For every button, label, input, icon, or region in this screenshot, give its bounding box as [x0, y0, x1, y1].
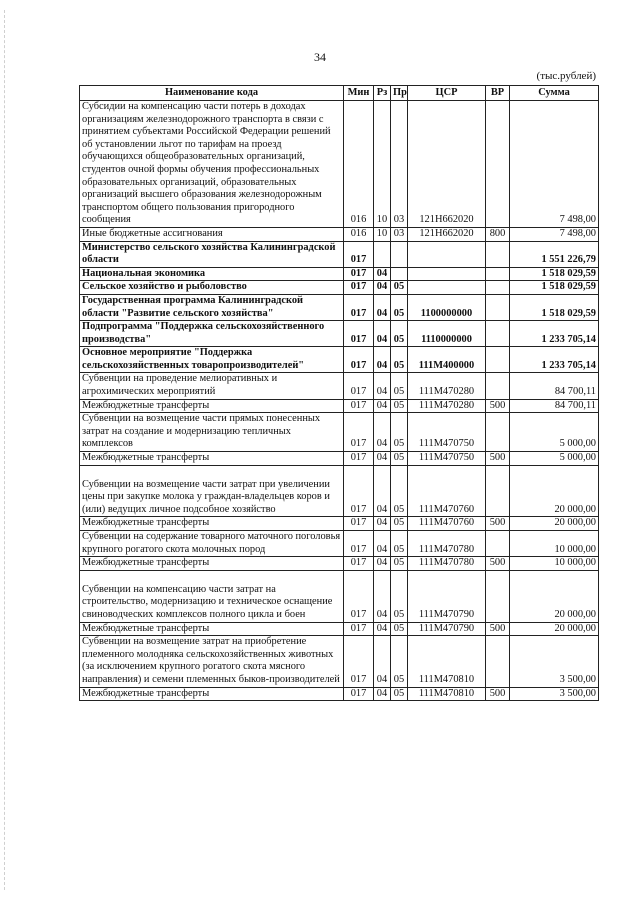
cell-min: 017: [344, 294, 374, 320]
budget-table: [79, 85, 599, 701]
cell-pr: 05: [391, 373, 408, 399]
cell-rz: 04: [374, 517, 391, 531]
cell-csr: 121Н662020: [408, 101, 486, 228]
cell-name: Межбюджетные трансферты: [80, 399, 344, 413]
cell-rz: [374, 241, 391, 267]
cell-min: 017: [344, 622, 374, 636]
cell-min: 016: [344, 101, 374, 228]
cell-name: Субсидии на компенсацию части потерь в доходах организациям железнодорожного транспорта в связи с принятием субъектами Российской Федерации решений об установлении льгот по тарифам на проезд обучающихся общеобразовательных организаций, студентов очной формы обучения профессиональных образовательных организаций, образовательных организаций высшего образования железнодорожным транспортом общего пользования пригородного сообщения: [80, 101, 344, 228]
cell-min: 017: [344, 321, 374, 347]
cell-name: Субвенции на содержание товарного маточного поголовья крупного рогатого скота молочных пород: [80, 531, 344, 557]
cell-name: Субвенции на возмещение части прямых понесенных затрат на создание и модернизацию тепличных комплексов: [80, 413, 344, 452]
table-row: [80, 517, 599, 531]
cell-sum: 20 000,00: [510, 622, 599, 636]
cell-sum: 20 000,00: [510, 517, 599, 531]
cell-sum: 1 233 705,14: [510, 347, 599, 373]
cell-rz: 04: [374, 347, 391, 373]
cell-sum: 10 000,00: [510, 557, 599, 571]
cell-name: Субвенции на возмещение затрат на приобретение племенного молодняка сельскохозяйственных животных (за исключением крупного рогатого скота мясного направления) и семени племенных быков-производителей: [80, 636, 344, 687]
cell-rz: 04: [374, 531, 391, 557]
table-row: [80, 321, 599, 347]
header-vr: ВР: [486, 86, 510, 101]
cell-pr: [391, 241, 408, 267]
cell-vr: [486, 531, 510, 557]
scan-edge: [4, 10, 6, 890]
cell-csr: 121Н662020: [408, 227, 486, 241]
table-row: [80, 294, 599, 320]
cell-sum: 1 233 705,14: [510, 321, 599, 347]
cell-csr: 111М470280: [408, 373, 486, 399]
cell-rz: 04: [374, 281, 391, 295]
cell-name: Субвенции на проведение мелиоративных и агрохимических мероприятий: [80, 373, 344, 399]
cell-sum: 1 518 029,59: [510, 281, 599, 295]
cell-min: 017: [344, 557, 374, 571]
cell-pr: 05: [391, 413, 408, 452]
cell-rz: 04: [374, 321, 391, 347]
table-row: [80, 570, 599, 622]
header-rz: Рз: [374, 86, 391, 101]
cell-vr: [486, 294, 510, 320]
table-row: [80, 227, 599, 241]
cell-sum: 1 551 226,79: [510, 241, 599, 267]
cell-vr: [486, 281, 510, 295]
cell-csr: 111М470790: [408, 570, 486, 622]
cell-rz: 04: [374, 687, 391, 701]
cell-rz: 10: [374, 101, 391, 228]
cell-name: Межбюджетные трансферты: [80, 517, 344, 531]
table-row: [80, 373, 599, 399]
cell-name: Межбюджетные трансферты: [80, 557, 344, 571]
cell-sum: 1 518 029,59: [510, 267, 599, 281]
cell-rz: 04: [374, 399, 391, 413]
cell-pr: [391, 267, 408, 281]
cell-vr: [486, 321, 510, 347]
cell-vr: [486, 267, 510, 281]
cell-pr: 05: [391, 570, 408, 622]
cell-name: Национальная экономика: [80, 267, 344, 281]
cell-sum: 10 000,00: [510, 531, 599, 557]
header-sum: Сумма: [510, 86, 599, 101]
cell-min: 016: [344, 227, 374, 241]
cell-csr: 111М470810: [408, 636, 486, 687]
cell-rz: 04: [374, 452, 391, 466]
table-row: [80, 413, 599, 452]
table-row: [80, 452, 599, 466]
cell-min: 017: [344, 373, 374, 399]
cell-min: 017: [344, 465, 374, 517]
cell-min: 017: [344, 452, 374, 466]
cell-csr: 111М470750: [408, 413, 486, 452]
cell-sum: 1 518 029,59: [510, 294, 599, 320]
cell-min: 017: [344, 687, 374, 701]
cell-sum: 3 500,00: [510, 636, 599, 687]
table-body: [80, 101, 599, 701]
cell-rz: 10: [374, 227, 391, 241]
header-name: Наименование кода: [80, 86, 344, 101]
cell-pr: 05: [391, 687, 408, 701]
cell-rz: 04: [374, 465, 391, 517]
table-row: [80, 465, 599, 517]
cell-csr: 111М470280: [408, 399, 486, 413]
cell-pr: 05: [391, 622, 408, 636]
cell-pr: 05: [391, 636, 408, 687]
cell-sum: 20 000,00: [510, 570, 599, 622]
table-row: [80, 241, 599, 267]
cell-csr: 111М470810: [408, 687, 486, 701]
cell-vr: [486, 636, 510, 687]
table-header-row: [80, 86, 599, 101]
units-label: (тыс.рублей): [536, 70, 596, 82]
cell-sum: 20 000,00: [510, 465, 599, 517]
cell-csr: [408, 241, 486, 267]
table-row: [80, 101, 599, 228]
cell-vr: 800: [486, 227, 510, 241]
cell-min: 017: [344, 570, 374, 622]
cell-name: Межбюджетные трансферты: [80, 452, 344, 466]
cell-csr: 1100000000: [408, 294, 486, 320]
cell-pr: 03: [391, 227, 408, 241]
table-row: [80, 267, 599, 281]
cell-vr: [486, 241, 510, 267]
cell-rz: 04: [374, 570, 391, 622]
cell-csr: 111М400000: [408, 347, 486, 373]
cell-vr: [486, 347, 510, 373]
cell-csr: 111М470750: [408, 452, 486, 466]
header-csr: ЦСР: [408, 86, 486, 101]
cell-name: Основное мероприятие "Поддержка сельскохозяйственных товаропроизводителей": [80, 347, 344, 373]
cell-rz: 04: [374, 267, 391, 281]
cell-name: Межбюджетные трансферты: [80, 622, 344, 636]
cell-pr: 05: [391, 399, 408, 413]
cell-vr: 500: [486, 452, 510, 466]
cell-vr: [486, 413, 510, 452]
cell-rz: 04: [374, 622, 391, 636]
cell-csr: [408, 281, 486, 295]
cell-min: 017: [344, 347, 374, 373]
cell-pr: 05: [391, 557, 408, 571]
page-number: 34: [314, 50, 326, 64]
cell-sum: 5 000,00: [510, 452, 599, 466]
cell-sum: 7 498,00: [510, 227, 599, 241]
cell-rz: 04: [374, 373, 391, 399]
cell-pr: 03: [391, 101, 408, 228]
cell-name: Сельское хозяйство и рыболовство: [80, 281, 344, 295]
cell-min: 017: [344, 531, 374, 557]
cell-pr: 05: [391, 321, 408, 347]
cell-pr: 05: [391, 465, 408, 517]
cell-name: Государственная программа Калининградской области "Развитие сельского хозяйства": [80, 294, 344, 320]
cell-pr: 05: [391, 517, 408, 531]
cell-rz: 04: [374, 294, 391, 320]
cell-min: 017: [344, 281, 374, 295]
cell-vr: [486, 101, 510, 228]
cell-vr: [486, 373, 510, 399]
cell-vr: 500: [486, 687, 510, 701]
header-pr: Пр: [391, 86, 408, 101]
cell-rz: 04: [374, 636, 391, 687]
cell-sum: 3 500,00: [510, 687, 599, 701]
cell-pr: 05: [391, 281, 408, 295]
cell-rz: 04: [374, 557, 391, 571]
cell-vr: 500: [486, 557, 510, 571]
cell-name: Субвенции на компенсацию части затрат на строительство, модернизацию и техническое оснащение свиноводческих комплексов полного цикла и боен: [80, 570, 344, 622]
cell-sum: 7 498,00: [510, 101, 599, 228]
cell-min: 017: [344, 413, 374, 452]
cell-vr: 500: [486, 399, 510, 413]
cell-vr: [486, 465, 510, 517]
cell-csr: 111М470790: [408, 622, 486, 636]
table-row: [80, 347, 599, 373]
cell-pr: 05: [391, 452, 408, 466]
cell-name: Министерство сельского хозяйства Калининградской области: [80, 241, 344, 267]
cell-name: Подпрограмма "Поддержка сельскохозяйственного производства": [80, 321, 344, 347]
cell-csr: 111М470780: [408, 557, 486, 571]
cell-pr: 05: [391, 294, 408, 320]
cell-csr: 111М470760: [408, 465, 486, 517]
table-row: [80, 636, 599, 687]
cell-csr: 111М470780: [408, 531, 486, 557]
table-row: [80, 557, 599, 571]
cell-pr: 05: [391, 347, 408, 373]
cell-sum: 84 700,11: [510, 373, 599, 399]
header-min: Мин: [344, 86, 374, 101]
table-row: [80, 281, 599, 295]
cell-csr: [408, 267, 486, 281]
cell-name: Межбюджетные трансферты: [80, 687, 344, 701]
table-row: [80, 687, 599, 701]
table-row: [80, 531, 599, 557]
cell-min: 017: [344, 636, 374, 687]
cell-sum: 5 000,00: [510, 413, 599, 452]
table-row: [80, 399, 599, 413]
cell-csr: 111М470760: [408, 517, 486, 531]
cell-vr: 500: [486, 517, 510, 531]
cell-min: 017: [344, 267, 374, 281]
table-row: [80, 622, 599, 636]
cell-rz: 04: [374, 413, 391, 452]
cell-vr: [486, 570, 510, 622]
cell-vr: 500: [486, 622, 510, 636]
cell-min: 017: [344, 399, 374, 413]
cell-sum: 84 700,11: [510, 399, 599, 413]
cell-min: 017: [344, 241, 374, 267]
cell-pr: 05: [391, 531, 408, 557]
cell-csr: 1110000000: [408, 321, 486, 347]
cell-name: Иные бюджетные ассигнования: [80, 227, 344, 241]
cell-min: 017: [344, 517, 374, 531]
cell-name: Субвенции на возмещение части затрат при увеличении цены при закупке молока у граждан-владельцев коров и (или) ведущих личное подсобное хозяйство: [80, 465, 344, 517]
